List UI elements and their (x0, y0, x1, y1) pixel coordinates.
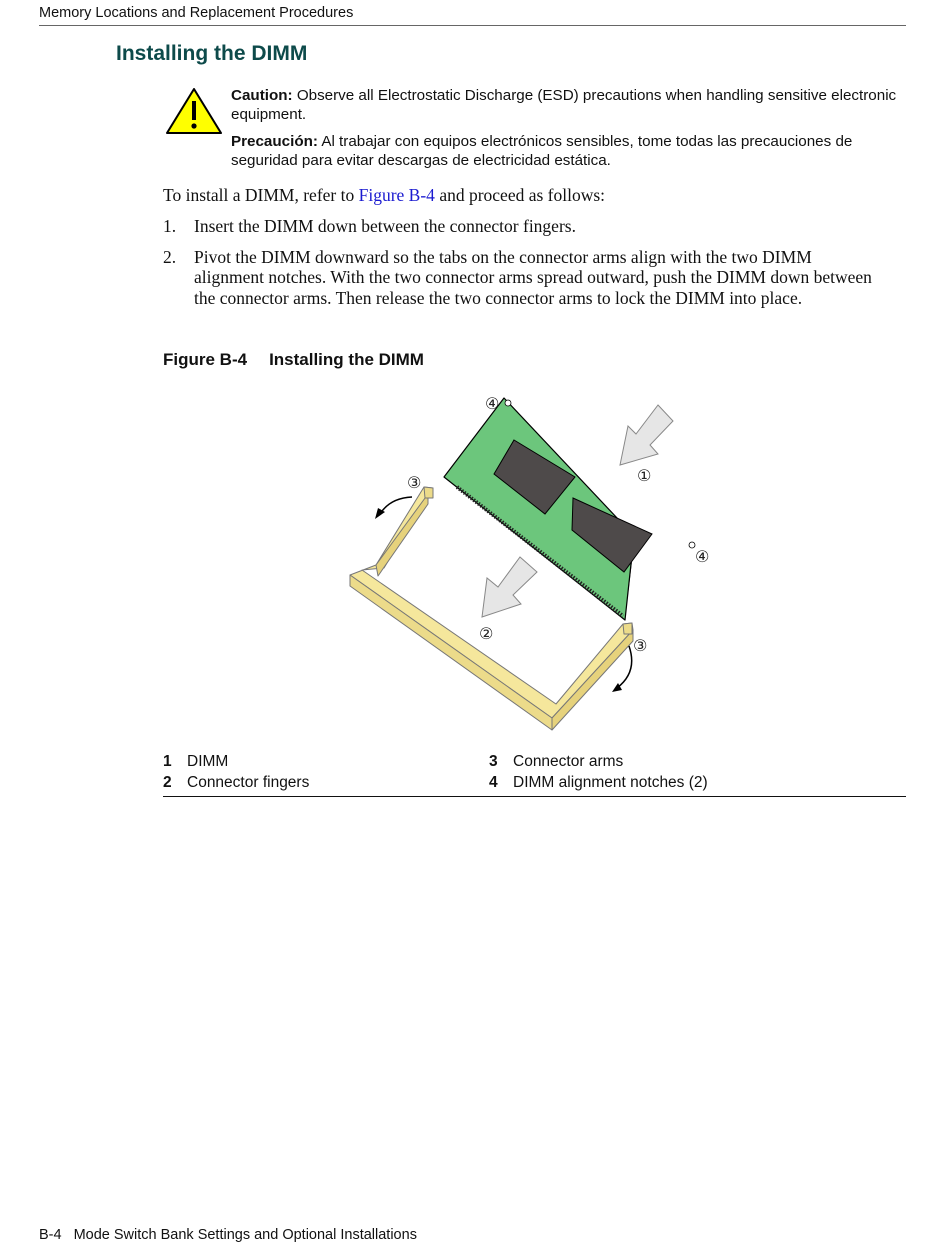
intro-text-before: To install a DIMM, refer to (163, 185, 359, 205)
legend-label: DIMM (187, 753, 229, 770)
caution-spanish (231, 132, 911, 170)
step-text: Insert the DIMM down between the connector fingers. (194, 216, 576, 236)
legend-label: Connector arms (513, 753, 624, 770)
callout-2: ② (479, 624, 494, 643)
precaucion-label: Precaución: (231, 133, 318, 150)
intro-text-after: and proceed as follows: (434, 185, 606, 205)
steps-list (163, 216, 873, 319)
section-title: Installing the DIMM (116, 42, 308, 65)
step-number: 1. (163, 216, 177, 236)
legend-number: 3 (489, 753, 498, 770)
header-rule (39, 25, 906, 26)
caution-english (231, 86, 911, 124)
figure-legend (163, 753, 906, 795)
legend-item (489, 774, 708, 792)
step-number: 2. (163, 246, 177, 267)
callout-1: ① (637, 466, 652, 485)
insert-arrow-lower (482, 557, 537, 617)
figure-caption: Installing the DIMM (269, 350, 424, 369)
legend-number: 1 (163, 753, 172, 770)
legend-label: Connector fingers (187, 774, 310, 791)
precaucion-text: Al trabajar con equipos electrónicos sensibles, tome todas las precauciones de seguridad para evitar descargas de electricidad estática. (231, 133, 853, 169)
legend-item (489, 753, 623, 771)
figure-link[interactable]: Figure B-4 (358, 185, 435, 205)
step-item (163, 247, 873, 309)
running-header: Memory Locations and Replacement Procedures (39, 5, 354, 21)
callout-4: ④ (695, 547, 710, 566)
legend-rule (163, 796, 906, 797)
footer-title: Mode Switch Bank Settings and Optional Installations (73, 1227, 417, 1243)
legend-number: 4 (489, 774, 498, 791)
arm-arrow-upper (380, 497, 412, 514)
page-number: B-4 (39, 1227, 62, 1243)
legend-label: DIMM alignment notches (2) (513, 774, 708, 791)
caution-block (231, 86, 911, 178)
caution-label: Caution: (231, 87, 293, 104)
page-footer (39, 1227, 417, 1243)
legend-item (163, 753, 228, 771)
callout-4: ④ (485, 394, 500, 413)
legend-number: 2 (163, 774, 172, 791)
legend-row (163, 753, 906, 774)
legend-row (163, 774, 906, 795)
figure-title (163, 350, 424, 370)
legend-item (163, 774, 309, 792)
intro-paragraph (163, 185, 605, 206)
insert-arrow-upper (620, 405, 673, 465)
callout-3: ③ (633, 636, 648, 655)
step-item (163, 216, 873, 237)
step-text: Pivot the DIMM downward so the tabs on the connector arms align with the two DIMM alignment notches. With the two connector arms spread outward, push the DIMM down between the connector arms. Then release the two connector arms to lock the DIMM into place. (194, 246, 872, 309)
callout-3: ③ (407, 473, 422, 492)
dimm-installation-illustration (340, 390, 720, 735)
caution-icon (165, 87, 223, 135)
figure-number: Figure B-4 (163, 350, 248, 369)
caution-text: Observe all Electrostatic Discharge (ESD) precautions when handling sensitive electronic equipment. (231, 87, 897, 123)
